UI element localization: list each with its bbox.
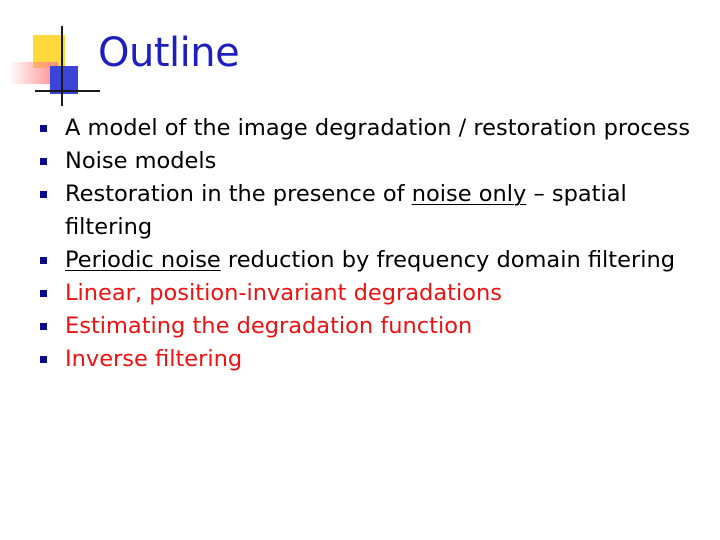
bullet-item-6 [33,310,693,343]
bullet-list [33,112,693,376]
bullet-item-3 [33,178,693,244]
bullet-item-2 [33,145,693,178]
bullet-text: Restoration in the presence of [65,181,412,207]
vertical-line-decoration [61,26,63,106]
bullet-item-5 [33,277,693,310]
square-bullet-icon [40,257,47,264]
square-bullet-icon [40,158,47,165]
bullet-item-4 [33,244,693,277]
slide-logo-decoration [0,0,100,110]
bullet-item-1 [33,112,693,145]
bullet-text: – spatial filtering [65,181,627,240]
horizontal-line-decoration [35,90,100,92]
bullet-text: reduction by frequency domain filtering [220,247,675,273]
slide-title: Outline [98,30,240,76]
bullet-text: A model of the image degradation / restoration process [65,115,691,141]
square-bullet-icon [40,125,47,132]
bullet-item-7 [33,343,693,376]
underlined-text: Periodic noise [65,247,221,273]
bullet-text: Inverse filtering [65,346,243,372]
square-bullet-icon [40,191,47,198]
square-bullet-icon [40,290,47,297]
underlined-text: noise only [411,181,527,207]
bullet-text: Linear, position-invariant degradations [65,280,502,306]
bullet-text: Estimating the degradation function [65,313,473,339]
square-bullet-icon [40,323,47,330]
bullet-text: Noise models [65,148,217,174]
square-bullet-icon [40,356,47,363]
